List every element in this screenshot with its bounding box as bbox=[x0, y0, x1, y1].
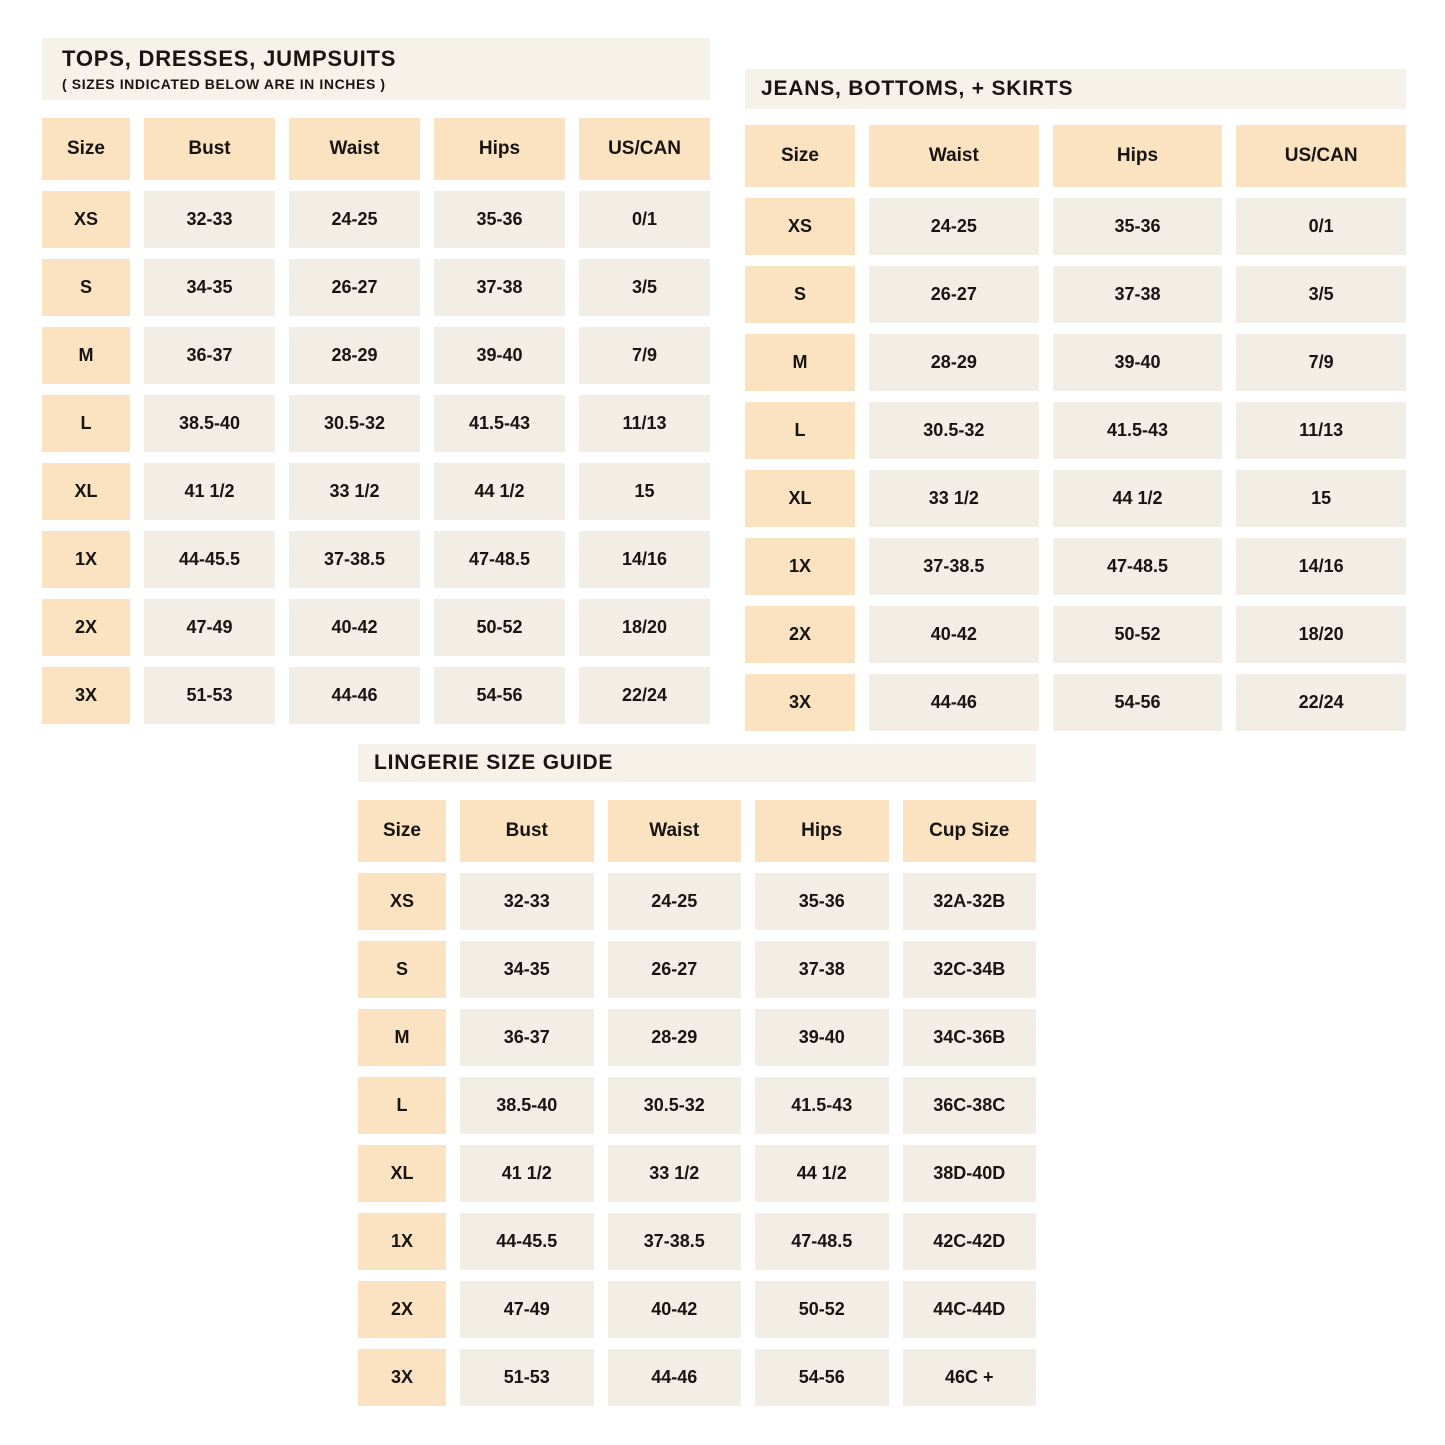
value-cell: 44-45.5 bbox=[144, 531, 275, 588]
size-label-cell: 1X bbox=[358, 1213, 446, 1270]
value-cell: 37-38.5 bbox=[608, 1213, 742, 1270]
value-cell: 50-52 bbox=[1053, 606, 1223, 663]
size-label-cell: L bbox=[745, 402, 855, 459]
value-cell: 35-36 bbox=[434, 191, 565, 248]
value-cell: 35-36 bbox=[1053, 198, 1223, 255]
value-cell: 44-46 bbox=[608, 1349, 742, 1406]
column-header: Waist bbox=[289, 118, 420, 180]
value-cell: 32A-32B bbox=[903, 873, 1037, 930]
value-cell: 26-27 bbox=[608, 941, 742, 998]
value-cell: 37-38.5 bbox=[289, 531, 420, 588]
value-cell: 37-38 bbox=[755, 941, 889, 998]
column-header: US/CAN bbox=[579, 118, 710, 180]
value-cell: 50-52 bbox=[434, 599, 565, 656]
column-header: Bust bbox=[144, 118, 275, 180]
value-cell: 14/16 bbox=[579, 531, 710, 588]
value-cell: 14/16 bbox=[1236, 538, 1406, 595]
value-cell: 51-53 bbox=[144, 667, 275, 724]
size-label-cell: M bbox=[42, 327, 130, 384]
size-label-cell: XS bbox=[745, 198, 855, 255]
value-cell: 3/5 bbox=[579, 259, 710, 316]
value-cell: 44 1/2 bbox=[755, 1145, 889, 1202]
column-header: Hips bbox=[755, 800, 889, 862]
value-cell: 34-35 bbox=[460, 941, 594, 998]
value-cell: 39-40 bbox=[755, 1009, 889, 1066]
jeans-table-grid bbox=[745, 125, 1406, 731]
value-cell: 11/13 bbox=[579, 395, 710, 452]
value-cell: 37-38.5 bbox=[869, 538, 1039, 595]
value-cell: 47-49 bbox=[144, 599, 275, 656]
value-cell: 47-48.5 bbox=[434, 531, 565, 588]
value-cell: 33 1/2 bbox=[289, 463, 420, 520]
value-cell: 44-46 bbox=[289, 667, 420, 724]
value-cell: 54-56 bbox=[1053, 674, 1223, 731]
size-column-header: Size bbox=[745, 125, 855, 187]
value-cell: 26-27 bbox=[289, 259, 420, 316]
value-cell: 54-56 bbox=[434, 667, 565, 724]
size-label-cell: 3X bbox=[358, 1349, 446, 1406]
value-cell: 24-25 bbox=[289, 191, 420, 248]
tops-dresses-jumpsuits-table bbox=[42, 38, 710, 724]
value-cell: 33 1/2 bbox=[608, 1145, 742, 1202]
value-cell: 0/1 bbox=[1236, 198, 1406, 255]
column-header: Waist bbox=[608, 800, 742, 862]
size-label-cell: XS bbox=[42, 191, 130, 248]
size-label-cell: M bbox=[745, 334, 855, 391]
value-cell: 0/1 bbox=[579, 191, 710, 248]
size-label-cell: S bbox=[358, 941, 446, 998]
value-cell: 24-25 bbox=[869, 198, 1039, 255]
value-cell: 24-25 bbox=[608, 873, 742, 930]
value-cell: 44C-44D bbox=[903, 1281, 1037, 1338]
value-cell: 44-46 bbox=[869, 674, 1039, 731]
size-column-header: Size bbox=[42, 118, 130, 180]
column-header: US/CAN bbox=[1236, 125, 1406, 187]
tops-table-grid bbox=[42, 118, 710, 724]
value-cell: 22/24 bbox=[1236, 674, 1406, 731]
value-cell: 44 1/2 bbox=[1053, 470, 1223, 527]
value-cell: 32-33 bbox=[460, 873, 594, 930]
value-cell: 28-29 bbox=[869, 334, 1039, 391]
value-cell: 44 1/2 bbox=[434, 463, 565, 520]
size-column-header: Size bbox=[358, 800, 446, 862]
tops-table-title: TOPS, DRESSES, JUMPSUITS bbox=[62, 46, 397, 72]
value-cell: 11/13 bbox=[1236, 402, 1406, 459]
size-label-cell: L bbox=[42, 395, 130, 452]
size-label-cell: XL bbox=[358, 1145, 446, 1202]
lingerie-table-grid bbox=[358, 800, 1036, 1406]
value-cell: 22/24 bbox=[579, 667, 710, 724]
value-cell: 40-42 bbox=[608, 1281, 742, 1338]
value-cell: 36C-38C bbox=[903, 1077, 1037, 1134]
value-cell: 41 1/2 bbox=[144, 463, 275, 520]
value-cell: 28-29 bbox=[608, 1009, 742, 1066]
value-cell: 39-40 bbox=[434, 327, 565, 384]
value-cell: 47-49 bbox=[460, 1281, 594, 1338]
value-cell: 35-36 bbox=[755, 873, 889, 930]
column-header: Hips bbox=[1053, 125, 1223, 187]
value-cell: 54-56 bbox=[755, 1349, 889, 1406]
value-cell: 34C-36B bbox=[903, 1009, 1037, 1066]
size-label-cell: 2X bbox=[745, 606, 855, 663]
value-cell: 15 bbox=[579, 463, 710, 520]
size-label-cell: XL bbox=[745, 470, 855, 527]
size-label-cell: L bbox=[358, 1077, 446, 1134]
value-cell: 28-29 bbox=[289, 327, 420, 384]
value-cell: 36-37 bbox=[144, 327, 275, 384]
value-cell: 51-53 bbox=[460, 1349, 594, 1406]
value-cell: 7/9 bbox=[579, 327, 710, 384]
value-cell: 38D-40D bbox=[903, 1145, 1037, 1202]
value-cell: 36-37 bbox=[460, 1009, 594, 1066]
value-cell: 47-48.5 bbox=[1053, 538, 1223, 595]
value-cell: 41 1/2 bbox=[460, 1145, 594, 1202]
value-cell: 39-40 bbox=[1053, 334, 1223, 391]
value-cell: 30.5-32 bbox=[608, 1077, 742, 1134]
size-label-cell: XL bbox=[42, 463, 130, 520]
value-cell: 7/9 bbox=[1236, 334, 1406, 391]
value-cell: 44-45.5 bbox=[460, 1213, 594, 1270]
value-cell: 47-48.5 bbox=[755, 1213, 889, 1270]
tops-table-title-banner bbox=[42, 38, 710, 100]
jeans-table-title: JEANS, BOTTOMS, + SKIRTS bbox=[761, 77, 1074, 101]
tops-table-subtitle: ( SIZES INDICATED BELOW ARE IN INCHES ) bbox=[62, 75, 386, 92]
value-cell: 41.5-43 bbox=[434, 395, 565, 452]
jeans-table-title-banner bbox=[745, 69, 1406, 109]
value-cell: 37-38 bbox=[1053, 266, 1223, 323]
value-cell: 40-42 bbox=[869, 606, 1039, 663]
lingerie-size-guide-table bbox=[358, 744, 1036, 1406]
lingerie-table-title-banner bbox=[358, 744, 1036, 782]
value-cell: 18/20 bbox=[579, 599, 710, 656]
value-cell: 46C + bbox=[903, 1349, 1037, 1406]
value-cell: 34-35 bbox=[144, 259, 275, 316]
value-cell: 41.5-43 bbox=[1053, 402, 1223, 459]
value-cell: 15 bbox=[1236, 470, 1406, 527]
size-label-cell: 2X bbox=[42, 599, 130, 656]
size-label-cell: 3X bbox=[745, 674, 855, 731]
size-label-cell: 2X bbox=[358, 1281, 446, 1338]
value-cell: 40-42 bbox=[289, 599, 420, 656]
column-header: Waist bbox=[869, 125, 1039, 187]
value-cell: 30.5-32 bbox=[869, 402, 1039, 459]
value-cell: 38.5-40 bbox=[144, 395, 275, 452]
value-cell: 41.5-43 bbox=[755, 1077, 889, 1134]
size-label-cell: 3X bbox=[42, 667, 130, 724]
size-label-cell: S bbox=[42, 259, 130, 316]
lingerie-table-title: LINGERIE SIZE GUIDE bbox=[374, 751, 614, 775]
value-cell: 50-52 bbox=[755, 1281, 889, 1338]
size-label-cell: M bbox=[358, 1009, 446, 1066]
value-cell: 33 1/2 bbox=[869, 470, 1039, 527]
column-header: Cup Size bbox=[903, 800, 1037, 862]
value-cell: 42C-42D bbox=[903, 1213, 1037, 1270]
jeans-bottoms-skirts-table bbox=[745, 69, 1406, 731]
column-header: Bust bbox=[460, 800, 594, 862]
value-cell: 3/5 bbox=[1236, 266, 1406, 323]
value-cell: 30.5-32 bbox=[289, 395, 420, 452]
value-cell: 38.5-40 bbox=[460, 1077, 594, 1134]
value-cell: 32C-34B bbox=[903, 941, 1037, 998]
value-cell: 37-38 bbox=[434, 259, 565, 316]
value-cell: 18/20 bbox=[1236, 606, 1406, 663]
value-cell: 26-27 bbox=[869, 266, 1039, 323]
size-label-cell: XS bbox=[358, 873, 446, 930]
value-cell: 32-33 bbox=[144, 191, 275, 248]
column-header: Hips bbox=[434, 118, 565, 180]
size-label-cell: 1X bbox=[745, 538, 855, 595]
size-label-cell: 1X bbox=[42, 531, 130, 588]
size-label-cell: S bbox=[745, 266, 855, 323]
